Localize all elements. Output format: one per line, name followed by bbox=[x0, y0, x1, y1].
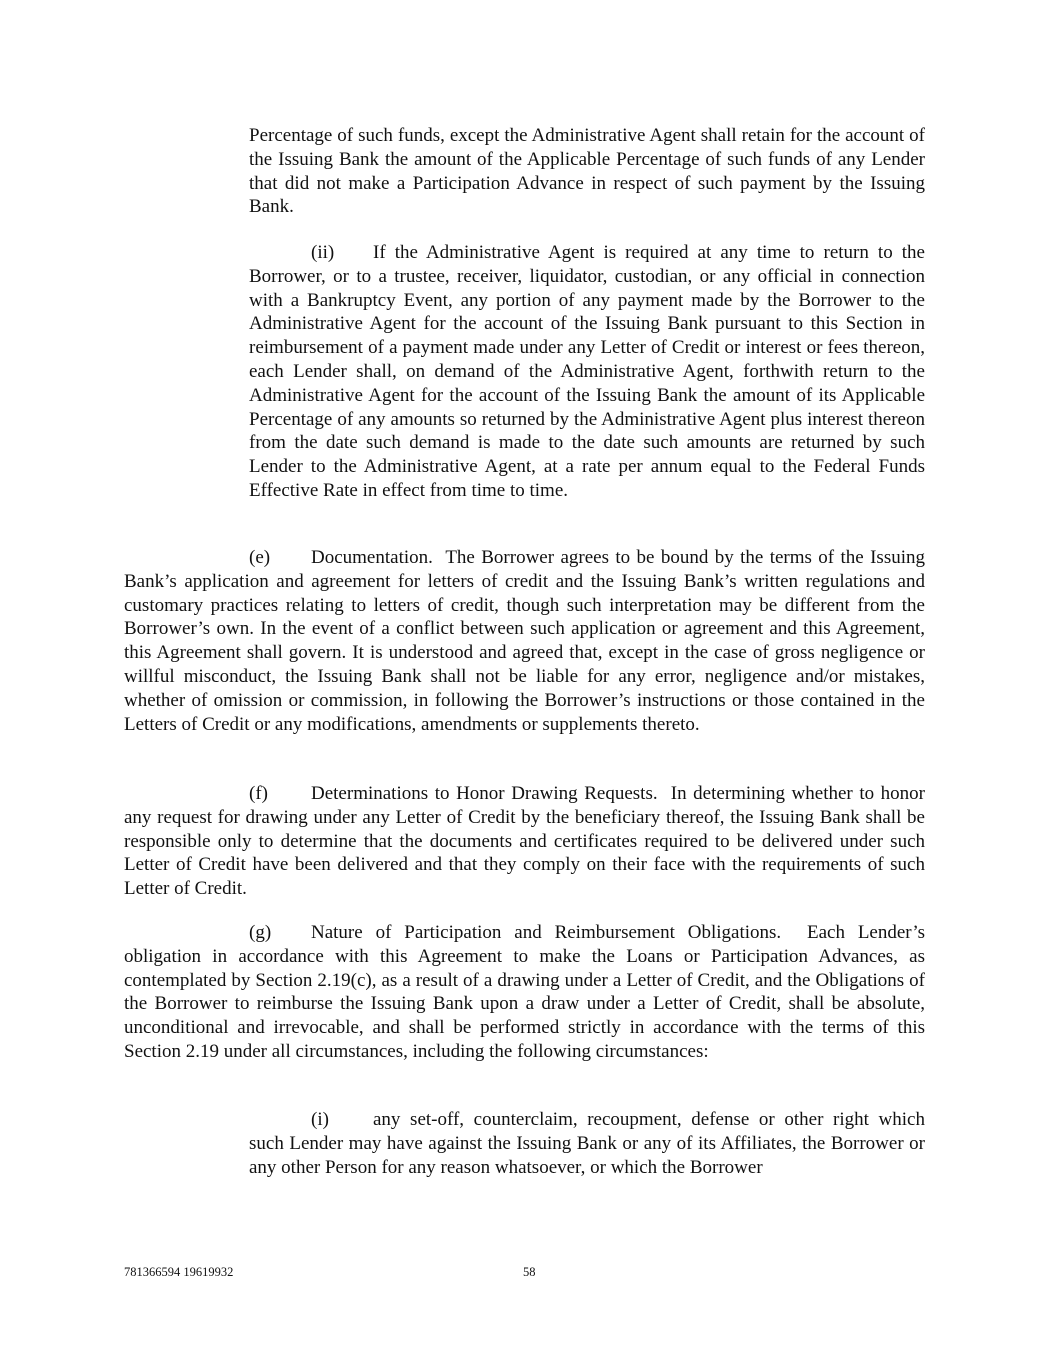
paragraph-g-heading: Nature of Participation and Reimbursement Obligations. bbox=[311, 922, 782, 943]
paragraph-g bbox=[124, 921, 925, 1064]
paragraph-e-heading: Documentation. bbox=[311, 547, 433, 568]
paragraph-ii bbox=[249, 241, 925, 503]
footer-document-id: 781366594 19619932 bbox=[124, 1265, 234, 1279]
continuation-text: Percentage of such funds, except the Administrative Agent shall retain for the account of the Issuing Bank the amount of the Applicable Percentage of such funds of any Lender that did not make a Participation Advance in respect of such payment by the Issuing Bank. bbox=[249, 125, 925, 218]
paragraph-e-text: The Borrower agrees to be bound by the terms of the Issuing Bank’s application and agreement for letters of credit and the Issuing Bank’s written regulations and customary practices relating to letters of credit, though such interpretation may be different from the Borrower’s own. In the event of a conflict between such application or agreement and this Agreement, this Agreement shall govern. It is understood and agreed that, except in the case of gross negligence or willful misconduct, the Issuing Bank shall not be liable for any error, negligence and/or mistakes, whether of omission or commission, in following the Borrower’s instructions or those contained in the Letters of Credit or any modifications, amendments or supplements thereto. bbox=[124, 547, 925, 735]
continuation-paragraph bbox=[249, 124, 925, 219]
paragraph-i-text: any set-off, counterclaim, recoupment, defense or other right which such Lender may have against the Issuing Bank or any of its Affiliates, the Borrower or any other Person for any reason whatsoever, or which the Borrower bbox=[249, 1109, 925, 1178]
paragraph-g-text: Each Lender’s obligation in accordance with this Agreement to make the Loans or Participation Advances, as contemplated by Section 2.19(c), as a result of a drawing under a Letter of Credit, and the Obligations of the Borrower to reimburse the Issuing Bank upon a draw under a Letter of Credit, shall be absolute, unconditional and irrevocable, and shall be performed strictly in accordance with the terms of this Section 2.19 under all circumstances, including the following circumstances: bbox=[124, 922, 926, 1062]
paragraph-ii-label: (ii) bbox=[311, 242, 335, 263]
paragraph-e bbox=[124, 546, 925, 736]
paragraph-f bbox=[124, 782, 925, 901]
footer-page-number: 58 bbox=[523, 1265, 536, 1279]
paragraph-i-label: (i) bbox=[311, 1109, 329, 1130]
paragraph-f-heading: Determinations to Honor Drawing Requests. bbox=[311, 783, 658, 804]
paragraph-g-label: (g) bbox=[249, 922, 272, 943]
paragraph-ii-text: If the Administrative Agent is required at any time to return to the Borrower, or to a trustee, receiver, liquidator, custodian, or any official in connection with a Bankruptcy Event, any portion of any payment made by the Borrower to the Administrative Agent for the account of the Issuing Bank pursuant to this Section in reimbursement of a payment made under any Letter of Credit or interest or fees thereon, each Lender shall, on demand of the Administrative Agent, forthwith return to the Administrative Agent for the account of the Issuing Bank the amount of its Applicable Percentage of any amounts so returned by the Administrative Agent plus interest thereon from the date such demand is made to the date such amounts are returned by such Lender to the Administrative Agent, at a rate per annum equal to the Federal Funds Effective Rate in effect from time to time. bbox=[249, 242, 925, 501]
paragraph-i bbox=[249, 1108, 925, 1179]
paragraph-f-text: In determining whether to honor any request for drawing under any Letter of Credit by the beneficiary thereof, the Issuing Bank shall be responsible only to determine that the documents and certificates required to be delivered under such Letter of Credit have been delivered and that they comply on their face with the requirements of such Letter of Credit. bbox=[124, 783, 926, 900]
paragraph-f-label: (f) bbox=[249, 783, 268, 804]
paragraph-e-label: (e) bbox=[249, 547, 271, 568]
